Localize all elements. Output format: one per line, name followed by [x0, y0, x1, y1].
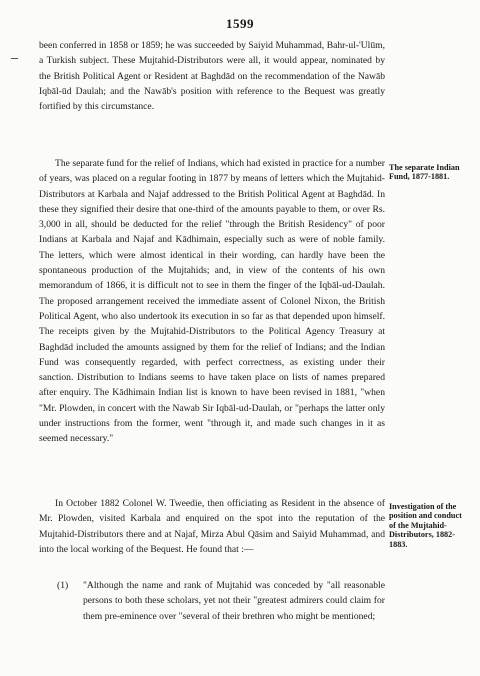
page-number: 1599 — [226, 16, 254, 31]
quoted-finding — [57, 578, 385, 624]
sidenote-indian-fund: The separate Indian Fund, 1877-1881. — [389, 163, 460, 182]
paragraph-investigation: In October 1882 Colonel W. Tweedie, then officiating as Resident in the absence of Mr. Plowden, visited Karbala and enquired on the spot into the reputation of the Mujtahid-Distributors there and at Najaf, Mirza Abul Qāsim and Saiyid Muhammad, and into the local working of the Bequest. He found that :— — [39, 498, 385, 555]
paragraph-continuation: been conferred in 1858 or 1859; he was succeeded by Saiyid Muhammad, Bahr-ul-'Ulūm, a Turkish subject. These Mujtahid-Distributors were all, it would appear, nominated by the British Political Agent or Resident at Baghdād on the recommendation of the Nawāb Iqbāl-ūd Daulah; and the Nawāb's position with reference to the Bequest was greatly fortified by this circumstance. — [39, 40, 385, 113]
paragraph-indian-fund: The separate fund for the relief of Indians, which had existed in practice for a number of years, was placed on a regular footing in 1877 by means of letters which the Mujtahid-Distributors at Karbala and Najaf addressed to the British Political Agent at Baghdād. In these they signified their desire that one-third of the amounts payable to them, or over Rs. 3,000 in all, should be deducted for the relief "through the British Residency" of poor Indians at Karbala and Najaf and Kādhimain, especially such as were of noble family. The letters, which were almost identical in their wording, can hardly have been the spontaneous production of the Mujtahids; and, in view of the contents of his own memorandum of 1866, it is difficult not to see in them the finger of the Iqbāl-ud-Daulah. The proposed arrangement received the immediate assent of Colonel Nixon, the British Political Agent, who also undertook its execution in so far as that depended upon himself. The receipts given by the Mujtahid-Distributors to the Political Agency Treasury at Baghdād included the amounts assigned by them for the relief of Indians; and the Indian Fund was consequently regarded, with perfect correctness, as existing under their sanction. Distribution to Indians seems to have taken place on lists of names prepared after enquiry. The Kādhimain Indian list is known to have been revised in 1881, "when "Mr. Plowden, in concert with the Nawab Sir Iqbāl-ud-Daulah, or "perhaps the latter only under instructions from the former, went "through it, and made such changes in it as seemed necessary." — [39, 158, 385, 445]
quote-number: (1) — [57, 580, 69, 591]
sidenote-investigation: Investigation of the position and conduct of the Mujtahid-Distributors, 1882-1883. — [389, 502, 462, 549]
margin-mark — [11, 58, 18, 59]
quote-text: "Although the name and rank of Mujtahid was conceded by "all reasonable persons to both these scholars, yet not their "greatest admirers could claim for them pre-eminence over "several of their brethren who might be mentioned; — [83, 580, 385, 622]
